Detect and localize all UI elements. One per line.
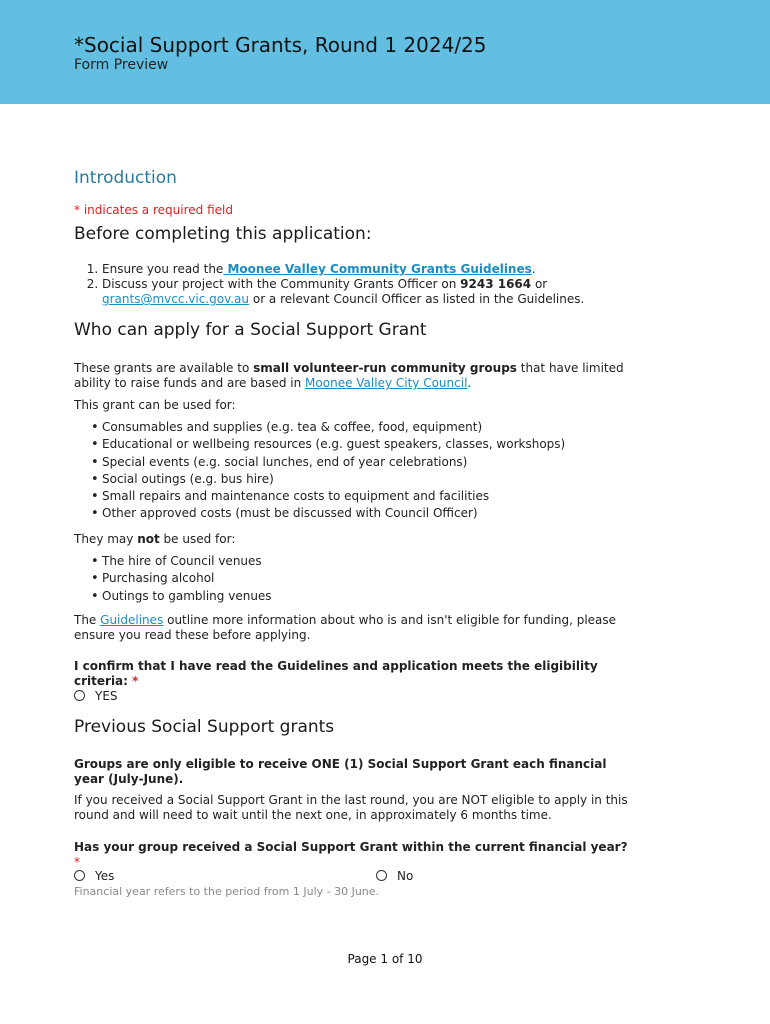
form-subtitle: Form Preview [74, 57, 169, 73]
section-heading-previous-grants: Previous Social Support grants [74, 717, 335, 737]
section-heading-before-completing: Before completing this application: [74, 224, 372, 244]
step-item: 1. Ensure you read the Moonee Valley Community Grants Guidelines. [102, 262, 702, 277]
eligibility-rule: Groups are only eligible to receive ONE (1) Social Support Grant each financial year (July-June). [74, 757, 607, 786]
previous-round-paragraph: If you received a Social Support Grant in the last round, you are NOT eligible to apply in this round and will need to wait until the next one, in approximately 6 months time. [74, 793, 628, 822]
financial-year-hint: Financial year refers to the period from 1 July - 30 June. [74, 885, 380, 898]
required-star: * [132, 674, 139, 688]
list-item: • Small repairs and maintenance costs to equipment and facilities [102, 488, 702, 505]
list-item: • Purchasing alcohol [102, 570, 702, 587]
used-for-list [74, 419, 702, 523]
phone-number: 9243 1664 [460, 277, 532, 291]
email-link[interactable]: grants@mvcc.vic.gov.au [102, 292, 250, 306]
required-star: * [74, 855, 80, 869]
option-no[interactable]: No [376, 869, 413, 884]
guidelines-paragraph: The Guidelines outline more information about who is and isn't eligible for funding, please ensure you read these before applying. [74, 613, 617, 642]
list-item: • The hire of Council venues [102, 553, 702, 570]
list-item: • Consumables and supplies (e.g. tea & coffee, food, equipment) [102, 419, 702, 436]
list-item: • Outings to gambling venues [102, 588, 702, 605]
guidelines-inline-link[interactable]: Guidelines [100, 613, 164, 627]
previous-grant-question: Has your group received a Social Support Grant within the current financial year? [74, 840, 628, 854]
list-item: • Special events (e.g. social lunches, end of year celebrations) [102, 454, 702, 471]
used-for-label: This grant can be used for: [74, 398, 236, 412]
not-used-for-label: They may not be used for: [74, 532, 236, 546]
council-link[interactable]: Moonee Valley City Council [305, 376, 468, 390]
page-number: Page 1 of 10 [347, 952, 423, 966]
guidelines-link[interactable]: Moonee Valley Community Grants Guidelines [223, 262, 532, 276]
section-heading-who-can-apply: Who can apply for a Social Support Grant [74, 320, 427, 340]
step-item: 2. Discuss your project with the Community Grants Officer on 9243 1664 or grants@mvcc.vic.gov.au or a relevant Council Officer as listed in the Guidelines. [102, 277, 702, 307]
list-item: • Other approved costs (must be discussed with Council Officer) [102, 505, 702, 522]
list-item: • Social outings (e.g. bus hire) [102, 471, 702, 488]
section-heading-introduction: Introduction [74, 168, 177, 188]
radio-button[interactable] [376, 870, 387, 881]
confirm-option-yes[interactable]: YES [74, 689, 118, 704]
steps-list [74, 262, 702, 307]
form-title: *Social Support Grants, Round 1 2024/25 [74, 33, 487, 57]
radio-button[interactable] [74, 690, 85, 701]
required-field-note: * indicates a required field [74, 203, 233, 217]
confirm-question: I confirm that I have read the Guidelines and application meets the eligibility criteria: * [74, 659, 598, 688]
radio-button[interactable] [74, 870, 85, 881]
eligibility-paragraph: These grants are available to small volunteer-run community groups that have limited ability to raise funds and are based in Moonee Valley City Council. [74, 361, 624, 390]
form-header [0, 0, 770, 104]
not-used-for-list [74, 553, 702, 605]
option-yes[interactable]: Yes [74, 869, 114, 884]
list-item: • Educational or wellbeing resources (e.g. guest speakers, classes, workshops) [102, 436, 702, 453]
